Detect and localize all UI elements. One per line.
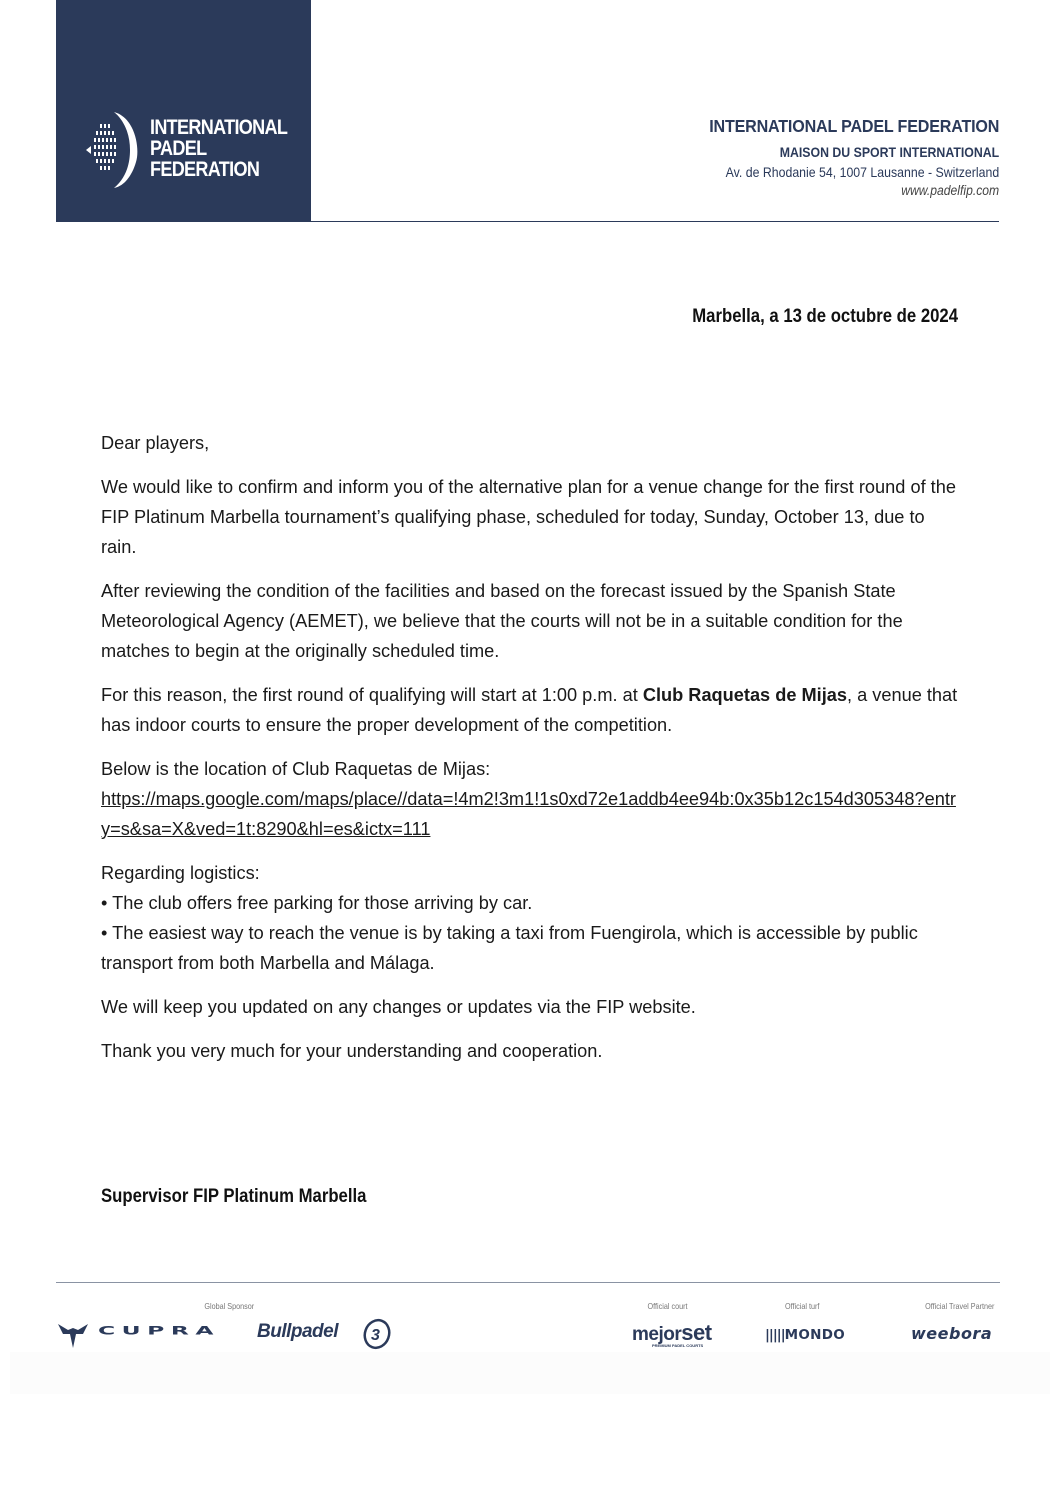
org-address: Av. de Rhodanie 54, 1007 Lausanne - Switzerland <box>725 164 999 180</box>
fip-logo-block <box>56 0 311 222</box>
letter-date: Marbella, a 13 de octubre de 2024 <box>692 306 958 327</box>
signature: Supervisor FIP Platinum Marbella <box>101 1186 367 1207</box>
mejorset-b: set <box>681 1320 712 1345</box>
mejorset-tagline: PREMIUM PADEL COURTS <box>652 1343 704 1348</box>
logo-line-1: INTERNATIONAL <box>150 116 288 139</box>
paragraph-venue-change: We would like to confirm and inform you of the alternative plan for a venue change for the first round of the FIP Platinum Marbella tournament’s qualifying phase, scheduled for today, Sunday, October 13, due to rain. <box>101 477 956 557</box>
cupra-logo-icon <box>58 1322 88 1350</box>
fip-logo-text <box>150 117 287 180</box>
mondo-logo <box>765 1327 845 1343</box>
p3-before: For this reason, the first round of qualifying will start at 1:00 p.m. at <box>101 685 643 705</box>
logistics-title: Regarding logistics: <box>101 863 260 883</box>
maps-link[interactable]: https://maps.google.com/maps/place//data=!4m2!3m1!1s0xd72e1addb4ee94b:0x35b12c154d305348?entry=s&sa=X&ved=1t:8290&hl=es&ictx=111 <box>101 789 956 839</box>
mejorset-a: mejor <box>632 1324 682 1345</box>
greeting: Dear players, <box>101 433 210 453</box>
footer-divider <box>56 1282 1000 1283</box>
paragraph-logistics <box>101 858 961 978</box>
header-divider <box>311 221 999 222</box>
weebora-logo: weebora <box>911 1324 993 1343</box>
letter-body <box>101 428 961 1080</box>
p3-after: , a venue that has indoor courts to ensure the proper development of the competition. <box>101 685 958 735</box>
logo-line-2: PADEL <box>150 137 207 160</box>
paragraph-conditions: After reviewing the condition of the facilities and based on the forecast issued by the Spanish State Meteorological Agency (AEMET), we believe that the courts will not be in a suitable condition for the matches to begin at the originally scheduled time. <box>101 581 903 661</box>
org-website[interactable]: www.padelfip.com <box>901 183 999 198</box>
paragraph-location <box>101 754 961 844</box>
mondo-text: MONDO <box>784 1327 846 1343</box>
venue-name: Club Raquetas de Mijas <box>642 685 847 705</box>
paragraph-new-venue <box>101 680 961 740</box>
fip-ball-logo-icon <box>84 110 142 190</box>
official-travel-label: Official Travel Partner <box>925 1301 995 1311</box>
org-building: MAISON DU SPORT INTERNATIONAL <box>779 144 999 160</box>
location-intro: Below is the location of Club Raquetas de Mijas: <box>101 759 491 779</box>
mondo-bars-icon: ||||| <box>765 1327 785 1343</box>
footer-band <box>10 1352 1050 1394</box>
org-name: INTERNATIONAL PADEL FEDERATION <box>709 116 999 136</box>
logistics-item: • The easiest way to reach the venue is by taking a taxi from Fuengirola, which is accessible by public transport from both Marbella and Málaga. <box>101 923 918 973</box>
bullpadel-logo: Bullpadel <box>257 1321 339 1342</box>
global-sponsor-label: Global Sponsor <box>204 1301 255 1311</box>
bullpadel-emblem-icon <box>361 1318 393 1350</box>
paragraph-updates: We will keep you updated on any changes or updates via the FIP website. <box>101 997 696 1017</box>
org-info <box>684 116 999 200</box>
official-court-label: Official court <box>647 1301 688 1311</box>
svg-text:3: 3 <box>371 1327 380 1344</box>
logistics-item: • The club offers free parking for those arriving by car. <box>101 893 533 913</box>
logo-line-3: FEDERATION <box>150 158 260 181</box>
cupra-logo: CUPRA <box>98 1324 220 1338</box>
paragraph-thanks: Thank you very much for your understanding and cooperation. <box>101 1041 603 1061</box>
official-turf-label: Official turf <box>785 1301 820 1311</box>
